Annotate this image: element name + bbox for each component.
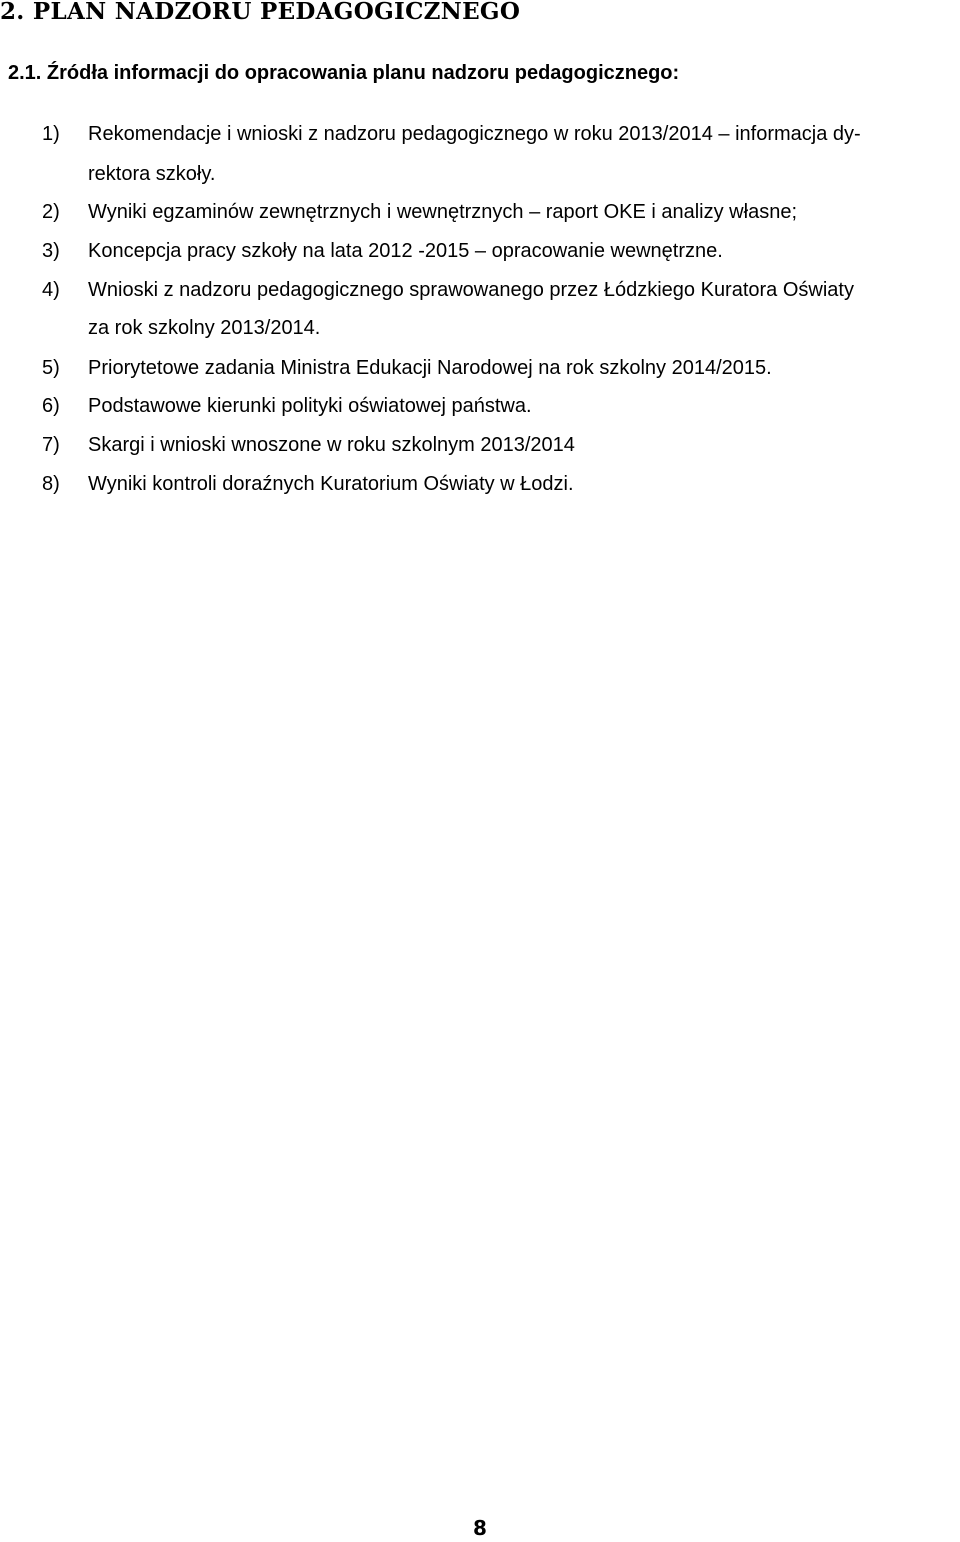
list-item-text: Wyniki kontroli doraźnych Kuratorium Oświaty w Łodzi. bbox=[88, 473, 574, 495]
list-item-marker: 6) bbox=[42, 395, 60, 417]
list-item-marker: 7) bbox=[42, 434, 60, 456]
list-item-text: Wnioski z nadzoru pedagogicznego sprawowanego przez Łódzkiego Kuratora Oświaty bbox=[88, 279, 854, 301]
list-item-marker: 1) bbox=[42, 123, 60, 145]
list-item-text: Podstawowe kierunki polityki oświatowej państwa. bbox=[88, 395, 532, 417]
list-item-text: Skargi i wnioski wnoszone w roku szkolnym 2013/2014 bbox=[88, 434, 575, 456]
list-item-marker: 2) bbox=[42, 201, 60, 223]
list-item-text: Priorytetowe zadania Ministra Edukacji Narodowej na rok szkolny 2014/2015. bbox=[88, 357, 772, 379]
list-item-marker: 3) bbox=[42, 240, 60, 262]
list-item-text-continuation: za rok szkolny 2013/2014. bbox=[88, 317, 321, 339]
list-item-marker: 4) bbox=[42, 279, 60, 301]
page-number: 8 bbox=[473, 1516, 487, 1540]
list-item-text-continuation: rektora szkoły. bbox=[88, 163, 216, 185]
chapter-heading: 2. PLAN NADZORU PEDAGOGICZNEGO bbox=[0, 0, 521, 25]
list-item-marker: 8) bbox=[42, 473, 60, 495]
list-item-text: Koncepcja pracy szkoły na lata 2012 -2015 – opracowanie wewnętrzne. bbox=[88, 240, 723, 262]
list-item-marker: 5) bbox=[42, 357, 60, 379]
section-heading: 2.1. Źródła informacji do opracowania planu nadzoru pedagogicznego: bbox=[8, 62, 680, 84]
list-item-text: Rekomendacje i wnioski z nadzoru pedagogicznego w roku 2013/2014 – informacja dy- bbox=[88, 123, 861, 145]
list-item-text: Wyniki egzaminów zewnętrznych i wewnętrznych – raport OKE i analizy własne; bbox=[88, 201, 797, 223]
